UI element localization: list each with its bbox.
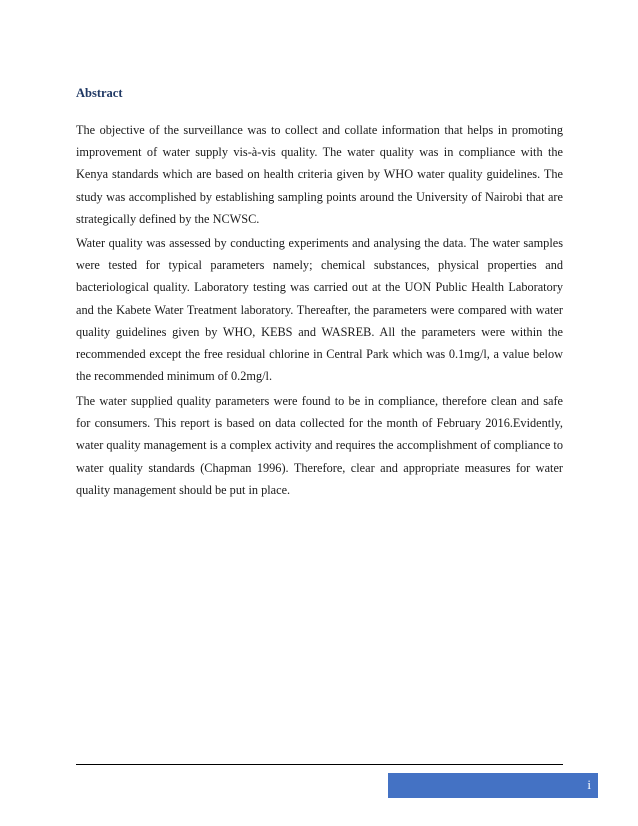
abstract-paragraph-2: Water quality was assessed by conducting experiments and analysing the data. The water samples were tested for typical parameters namely; chemical substances, physical properties and bacteriological quality. Laboratory testing was carried out at the UON Public Health Laboratory and the Kabete Water Treatment laboratory. Thereafter, the parameters were compared with water quality guidelines given by WHO, KEBS and WASREB. All the parameters were within the recommended except the free residual chlorine in Central Park which was 0.1mg/l, a value below the recommended minimum of 0.2mg/l. (76, 236, 563, 384)
page-number: i (587, 777, 591, 792)
abstract-paragraph-1: The objective of the surveillance was to collect and collate information that helps in promoting improvement of water supply vis-à-vis quality. The water quality was in compliance with the Kenya standards which are based on health criteria given by WHO water quality guidelines. The study was accomplished by establishing sampling points around the University of Nairobi that are strategically defined by the NCWSC. (76, 123, 563, 226)
abstract-paragraph-3: The water supplied quality parameters were found to be in compliance, therefore clean and safe for consumers. This report is based on data collected for the month of February 2016.Evidently, water quality management is a complex activity and requires the accomplishment of compliance to water quality standards (Chapman 1996). Therefore, clear and appropriate measures for water quality management should be put in place. (76, 394, 563, 497)
section-heading: Abstract (76, 86, 123, 100)
footer-divider (76, 764, 563, 765)
page-number-banner (388, 773, 598, 798)
